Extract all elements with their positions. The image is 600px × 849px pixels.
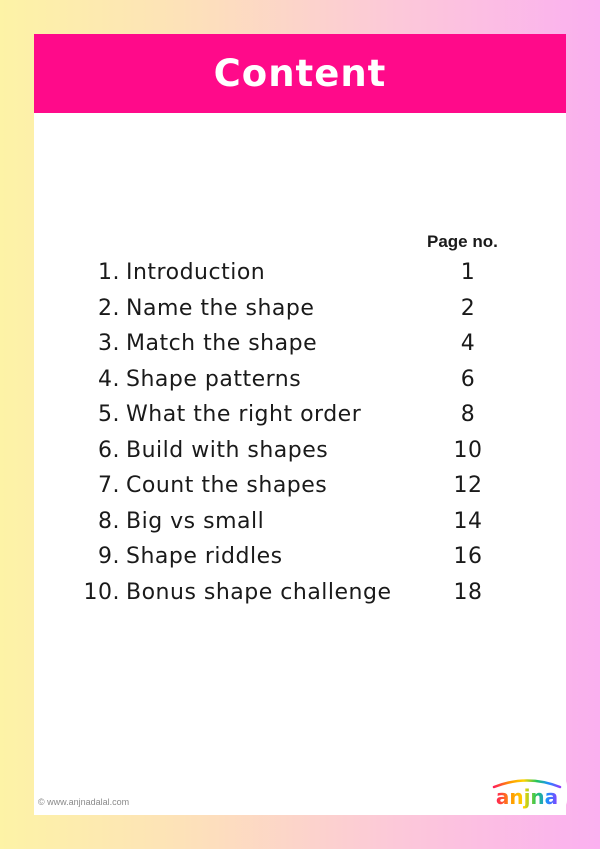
- toc-page: 18: [453, 579, 483, 605]
- content-card: [34, 34, 566, 815]
- toc-row: [34, 540, 566, 575]
- toc-row: [34, 469, 566, 504]
- toc-title: Introduction: [126, 260, 266, 285]
- toc-title: Count the shapes: [126, 473, 328, 498]
- toc-page: 16: [453, 544, 483, 569]
- toc-number: 8.: [98, 508, 120, 534]
- toc-title: Big vs small: [126, 508, 265, 534]
- toc-title: What the right order: [126, 402, 362, 427]
- toc-title: Shape riddles: [126, 544, 283, 569]
- toc-page: 8: [460, 402, 476, 427]
- toc-page: 6: [460, 366, 476, 392]
- logo-text: anjna: [495, 785, 559, 809]
- toc-title: Build with shapes: [126, 437, 329, 463]
- toc-page: 2: [460, 295, 476, 321]
- anjna-logo: [486, 773, 568, 813]
- toc-row: [34, 398, 566, 433]
- toc-number: 7.: [98, 473, 120, 498]
- toc-title: Name the shape: [126, 295, 315, 321]
- toc-row: [34, 576, 566, 611]
- toc-number: 10.: [83, 579, 120, 605]
- toc-number: 2.: [98, 295, 120, 321]
- toc-page: 1: [460, 260, 476, 285]
- header-banner: [34, 34, 566, 113]
- toc-row: [34, 256, 566, 291]
- copyright-text: © www.anjnadalal.com: [38, 797, 130, 807]
- toc-number: 5.: [98, 402, 120, 427]
- toc-number: 4.: [98, 366, 120, 392]
- page-title: Content: [213, 52, 387, 95]
- toc-number: 6.: [98, 437, 120, 463]
- toc-page: 4: [460, 331, 476, 356]
- toc-row: [34, 327, 566, 362]
- toc-number: 1.: [98, 260, 120, 285]
- toc-row: [34, 434, 566, 469]
- page-number-heading: Page no.: [427, 232, 498, 251]
- toc-page: 10: [453, 437, 483, 463]
- toc-page: 14: [453, 508, 483, 534]
- toc-title: Match the shape: [126, 331, 318, 356]
- toc-title: Bonus shape challenge: [126, 579, 392, 605]
- toc-row: [34, 363, 566, 398]
- toc-row: [34, 505, 566, 540]
- toc-page: 12: [453, 473, 483, 498]
- toc-number: 9.: [98, 544, 120, 569]
- toc-row: [34, 292, 566, 327]
- toc-title: Shape patterns: [126, 366, 302, 392]
- toc-number: 3.: [98, 331, 120, 356]
